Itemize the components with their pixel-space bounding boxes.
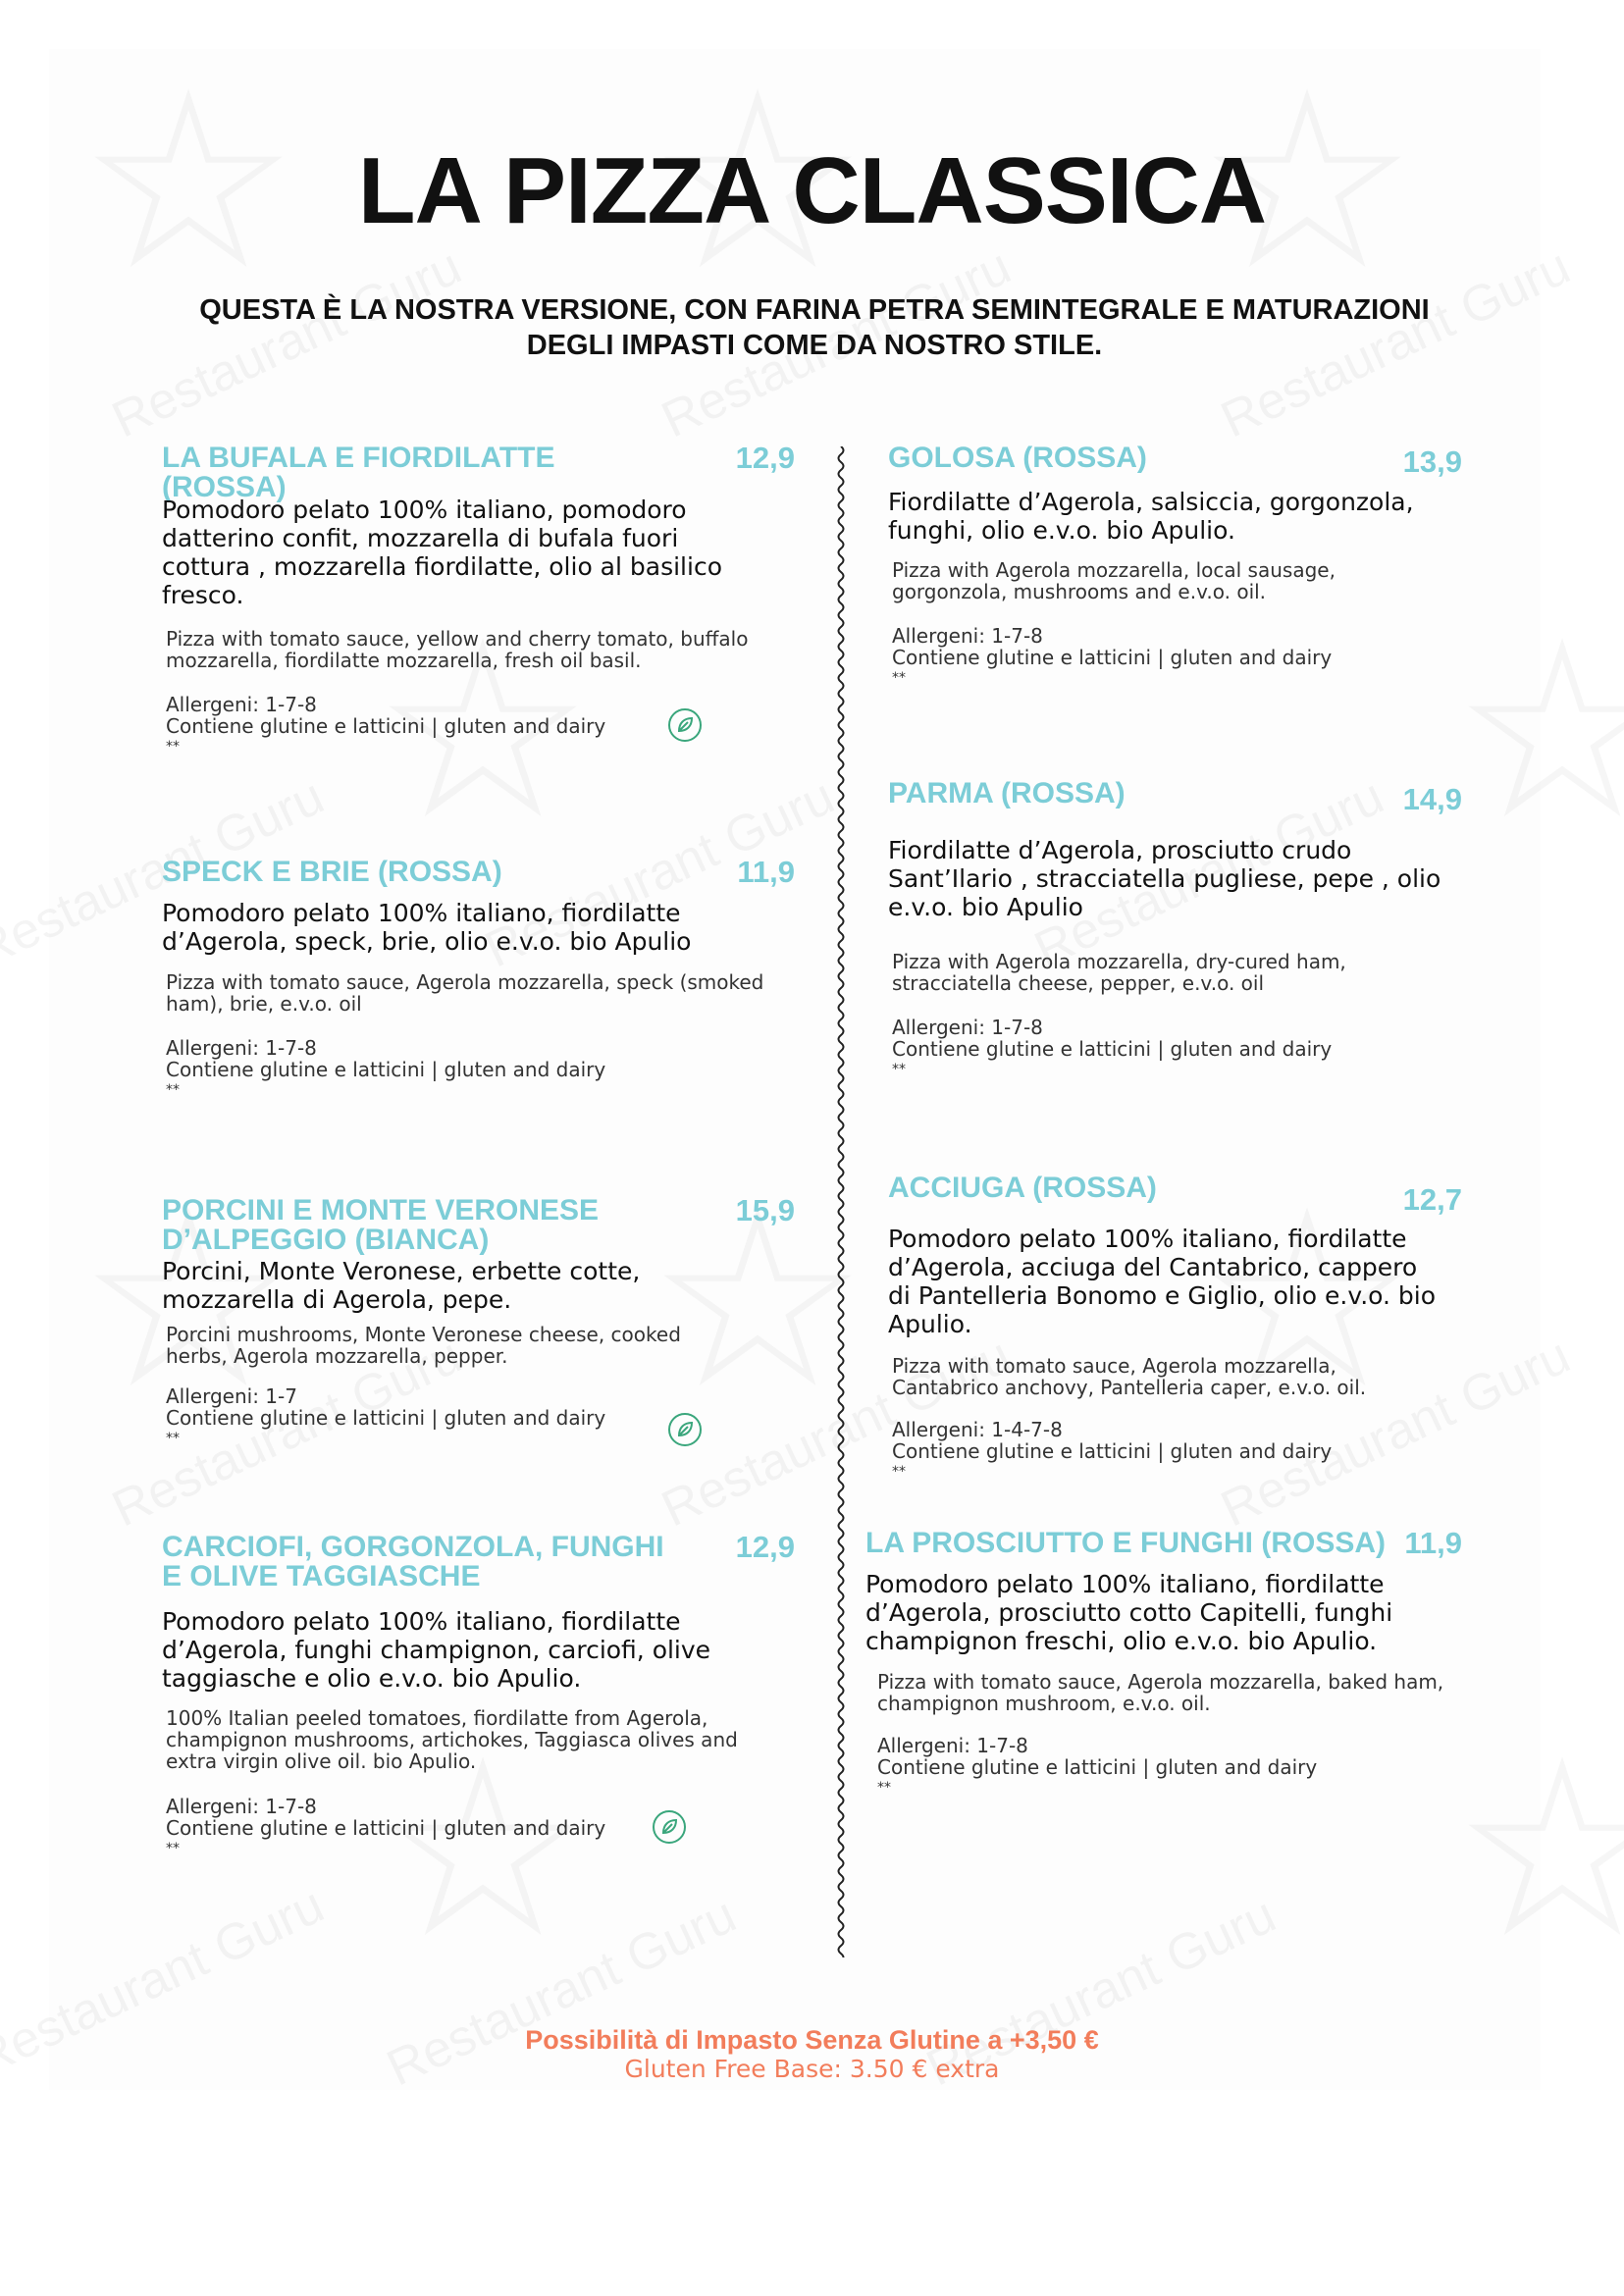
item-description: Pomodoro pelato 100% italiano, fiordilatte d’Agerola, acciuga del Cantabrico, cappero di Pantelleria Bonomo e Giglio, olio e.v.o. bio Apulio. [888,1225,1437,1338]
item-stars: ** [166,739,180,755]
column-divider [830,446,852,1957]
watermark-star-icon [1452,608,1624,854]
allergens-codes: Allergeni: 1-7-8 [166,1795,317,1818]
allergens-contains: Contiene glutine e latticini | gluten and dairy [166,714,606,738]
item-allergens [892,1419,1441,1462]
menu-item-speck-e-brie [162,855,795,1103]
menu-item-parma [888,777,1462,1077]
menu-item-carciofi [162,1530,795,1856]
item-description: Fiordilatte d’Agerola, salsiccia, gorgonzola, funghi, olio e.v.o. bio Apulio. [888,488,1414,545]
menu-item-la-bufala [162,441,795,757]
item-price: 12,9 [735,441,795,475]
item-stars: ** [892,670,906,686]
item-allergens [892,1017,1441,1060]
allergens-codes: Allergeni: 1-7-8 [892,1016,1043,1039]
item-stars: ** [892,1062,906,1077]
intro-line: DEGLI IMPASTI COME DA NOSTRO STILE. [526,330,1103,361]
item-english: Pizza with tomato sauce, Agerola mozzarella, speck (smoked ham), brie, e.v.o. oil [166,970,764,1016]
item-allergens [166,1037,715,1080]
allergens-codes: Allergeni: 1-7-8 [166,693,317,716]
item-description: Pomodoro pelato 100% italiano, fiordilatte d’Agerola, prosciutto cotto Capitelli, funghi champignon freschi, olio e.v.o. bio Apulio. [865,1570,1393,1655]
item-allergens [166,1385,715,1429]
item-name: PARMA (ROSSA) [888,777,1126,809]
menu-item-golosa [888,444,1462,689]
vegetarian-leaf-icon [668,708,702,742]
item-stars: ** [892,1464,906,1480]
item-allergens [166,1796,715,1839]
item-description: Pomodoro pelato 100% italiano, fiordilatte d’Agerola, speck, brie, olio e.v.o. bio Apulio [162,899,692,956]
gluten-free-note: Possibilità di Impasto Senza Glutine a +3,50 € [525,2025,1099,2055]
item-english: Pizza with tomato sauce, Agerola mozzarella, baked ham, champignon mushroom, e.v.o. oil. [877,1670,1444,1715]
item-name: PORCINI E MONTE VERONESE D’ALPEGGIO (BIANCA) [162,1194,600,1256]
item-stars: ** [166,1082,180,1098]
menu-item-porcini [162,1193,795,1451]
item-stars: ** [877,1780,891,1796]
item-english: Pizza with tomato sauce, Agerola mozzarella, Cantabrico anchovy, Pantelleria caper, e.v.o. oil. [892,1354,1367,1399]
item-price: 15,9 [735,1193,795,1227]
vegetarian-leaf-icon [653,1810,686,1844]
menu-item-acciuga [888,1174,1462,1487]
item-allergens [166,694,715,737]
item-price: 11,9 [737,855,795,889]
item-name: GOLOSA (ROSSA) [888,442,1147,474]
watermark-star-icon [1452,1727,1624,1972]
allergens-codes: Allergeni: 1-7 [166,1384,297,1408]
item-description: Pomodoro pelato 100% italiano, pomodoro datterino confit, mozzarella di bufala fuori cottura , mozzarella fiordilatte, olio al basilico fresco. [162,496,722,609]
item-name: LA PROSCIUTTO E FUNGHI (ROSSA) [865,1527,1387,1559]
item-name: SPECK E BRIE (ROSSA) [162,856,502,888]
item-name: ACCIUGA (ROSSA) [888,1172,1157,1204]
item-allergens [877,1735,1427,1778]
vegetarian-leaf-icon [668,1413,702,1446]
allergens-codes: Allergeni: 1-7-8 [166,1036,317,1060]
item-price: 13,9 [1402,444,1462,479]
item-price: 12,7 [1402,1182,1462,1217]
item-allergens [892,625,1441,668]
item-stars: ** [166,1841,180,1856]
allergens-contains: Contiene glutine e latticini | gluten and dairy [892,1037,1333,1061]
allergens-contains: Contiene glutine e latticini | gluten and dairy [166,1816,606,1840]
allergens-contains: Contiene glutine e latticini | gluten and dairy [166,1406,606,1430]
item-description: Fiordilatte d’Agerola, prosciutto crudo Sant’Ilario , stracciatella pugliese, pepe , olio e.v.o. bio Apulio [888,836,1441,921]
page-title: LA PIZZA CLASSICA [357,138,1267,243]
item-stars: ** [166,1431,180,1446]
item-english: Pizza with Agerola mozzarella, dry-cured ham, stracciatella cheese, pepper, e.v.o. oil [892,950,1346,995]
menu-item-prosciutto-e-funghi [865,1526,1462,1803]
item-name: LA BUFALA E FIORDILATTE (ROSSA) [162,442,555,503]
item-english: Pizza with tomato sauce, yellow and cherry tomato, buffalo mozzarella, fiordilatte mozzarella, fresh oil basil. [166,627,749,672]
intro-line: QUESTA È LA NOSTRA VERSIONE, CON FARINA PETRA SEMINTEGRALE E MATURAZIONI [199,294,1430,326]
item-english: 100% Italian peeled tomatoes, fiordilatte from Agerola, champignon mushrooms, artichokes, Taggiasca olives and extra virgin olive oil. bio Apulio. [166,1706,738,1773]
item-description: Porcini, Monte Veronese, erbette cotte, mozzarella di Agerola, pepe. [162,1257,641,1314]
item-price: 14,9 [1402,782,1462,816]
allergens-codes: Allergeni: 1-7-8 [892,624,1043,648]
allergens-contains: Contiene glutine e latticini | gluten and dairy [877,1755,1318,1779]
item-english: Porcini mushrooms, Monte Veronese cheese, cooked herbs, Agerola mozzarella, pepper. [166,1323,681,1368]
item-english: Pizza with Agerola mozzarella, local sausage, gorgonzola, mushrooms and e.v.o. oil. [892,558,1336,603]
intro-text [177,292,1452,363]
gluten-free-note-english: Gluten Free Base: 3.50 € extra [624,2055,1000,2083]
item-name: CARCIOFI, GORGONZOLA, FUNGHI E OLIVE TAGGIASCHE [162,1531,664,1592]
item-price: 11,9 [1404,1526,1462,1560]
allergens-contains: Contiene glutine e latticini | gluten and dairy [892,646,1333,669]
allergens-contains: Contiene glutine e latticini | gluten and dairy [892,1439,1333,1463]
item-price: 12,9 [735,1530,795,1564]
item-description: Pomodoro pelato 100% italiano, fiordilatte d’Agerola, funghi champignon, carciofi, olive taggiasche e olio e.v.o. bio Apulio. [162,1607,711,1693]
allergens-codes: Allergeni: 1-7-8 [877,1734,1028,1757]
allergens-contains: Contiene glutine e latticini | gluten and dairy [166,1058,606,1081]
allergens-codes: Allergeni: 1-4-7-8 [892,1418,1063,1441]
